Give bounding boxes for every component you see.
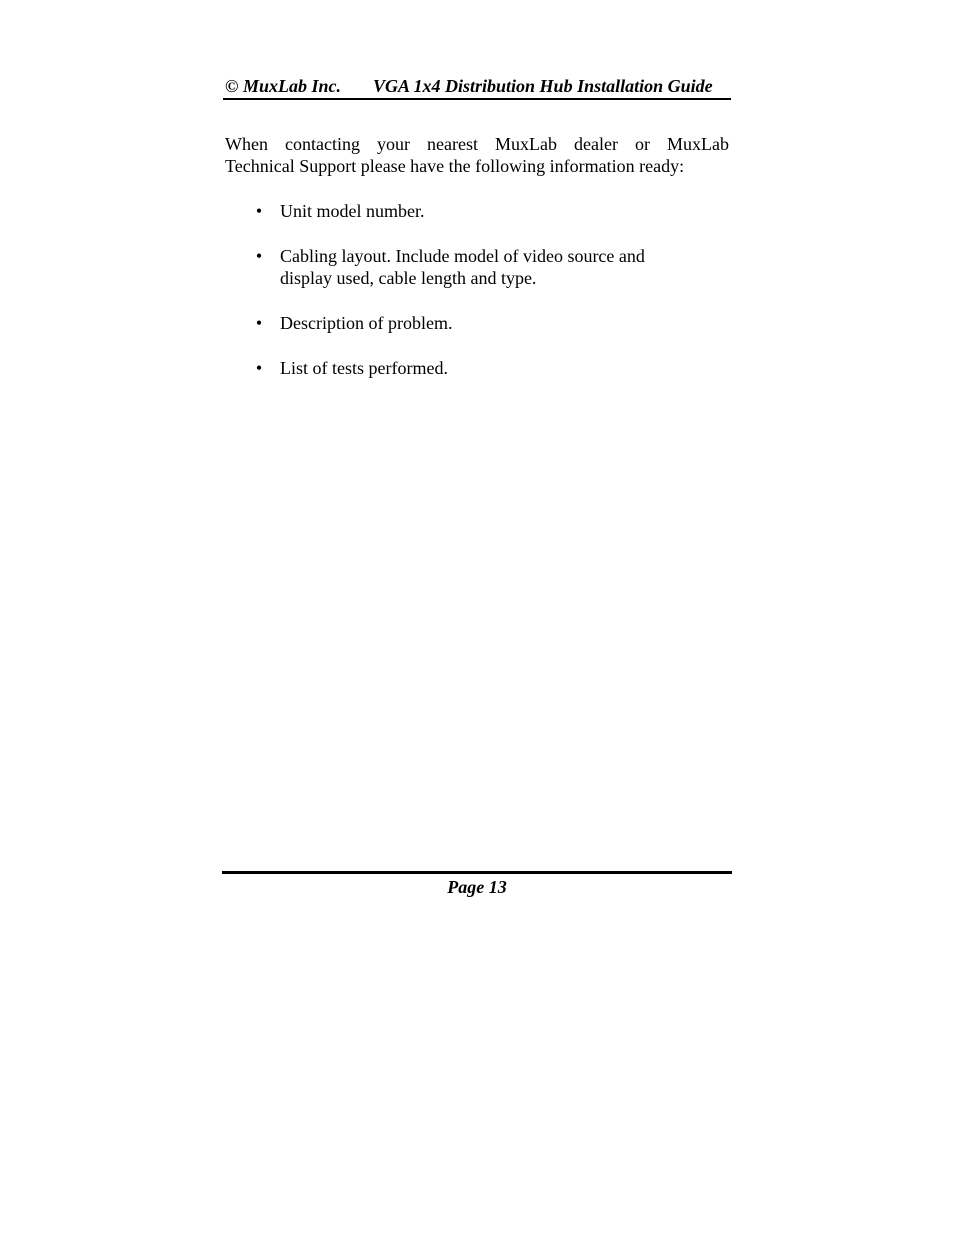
bullet-icon: • [255, 201, 263, 221]
bullet-icon: • [255, 313, 263, 333]
bullet-icon: • [255, 246, 263, 266]
list-item-text [280, 312, 700, 334]
running-header [223, 75, 731, 100]
header-company: © MuxLab Inc. [225, 76, 341, 96]
intro-line-1: When contacting your nearest MuxLab dealer or MuxLab [225, 134, 729, 154]
list-item-line: display used, cable length and type. [280, 268, 537, 288]
list-item-text [280, 200, 700, 222]
list-item-text [280, 357, 700, 379]
list-item-line: Description of problem. [280, 313, 453, 333]
intro-line-2: Technical Support please have the following information ready: [225, 156, 685, 176]
list-item-text [280, 245, 700, 289]
footer-divider [222, 871, 732, 874]
page-number: Page 13 [447, 877, 507, 897]
list-item-line: List of tests performed. [280, 358, 448, 378]
bullet-icon: • [255, 358, 263, 378]
list-item-line: Unit model number. [280, 201, 425, 221]
intro-paragraph [225, 133, 729, 177]
list-item-line: Cabling layout. Include model of video source and [280, 246, 645, 266]
header-title: VGA 1x4 Distribution Hub Installation Guide [373, 76, 713, 96]
